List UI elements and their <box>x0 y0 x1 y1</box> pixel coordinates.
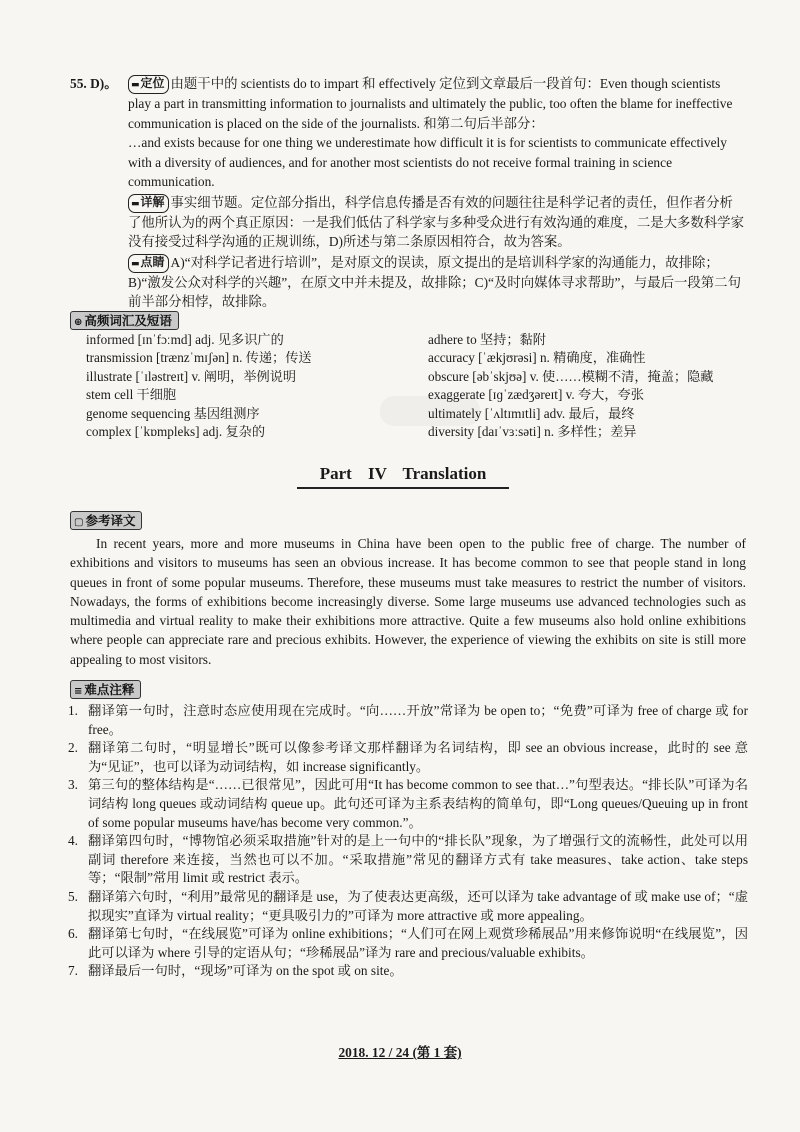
explain-paragraph <box>70 193 746 252</box>
tips-paragraph <box>70 253 746 312</box>
vocab-item: transmission [trænzˈmɪʃən] n. 传递；传送 <box>86 350 312 366</box>
tag-badge-icon: ▬ <box>131 258 140 269</box>
locate-tag: ▬定位 <box>128 75 169 94</box>
vocab-item: informed [ɪnˈfɔːmd] adj. 见多识广的 <box>86 332 284 347</box>
vocab-heading: ⊕ 高频词汇及短语 <box>70 311 179 330</box>
locate-text-2: …and exists because for one thing we underestimate how difficult it is for scientists to communicate effectively with a diversity of audiences, and for another most scientists do not receive formal training in science communication. <box>128 135 727 189</box>
scan-smudge <box>380 396 480 426</box>
explain-tag: ▬详解 <box>128 194 169 213</box>
question-55-analysis <box>70 74 746 312</box>
note-item: 6. 翻译第七句时，“在线展览”可译为 online exhibitions；“人们可在网上观赏珍稀展品”用来修饰说明“在线展览”，因此可以译为 where 引导的定语从句；“珍稀展品”译为 rare and precious/valuable exhibits。 <box>68 926 748 960</box>
vocab-item: ultimately [ˈʌltɪmɪtli] adv. 最后，最终 <box>428 405 635 421</box>
part-title: Part IV Translation <box>297 461 509 489</box>
translation-heading: ▢ 参考译文 <box>70 511 142 530</box>
vocab-item: illustrate [ˈɪləstreɪt] v. 阐明，举例说明 <box>86 368 297 384</box>
translation-text: In recent years, more and more museums in China have been open to the public free of charge. The number of exhibitions and visitors to museums has seen an obvious increase. It has become common to see that people stand in long queues in front of some popular museums. Therefore, these museums must take measures to restrict the number of visitors. Nowadays, the forms of exhibitions become increasingly diverse. Some large museums use advanced technologies such as multimedia and virtual reality to make their exhibitions more attractive. Quite a few museums also hold online exhibitions where people can appreciate rare and precious exhibits. However, the experience of viewing the exhibits on site is still more appealing to most visitors. <box>70 536 746 667</box>
tag-badge-icon: ▬ <box>131 80 140 90</box>
list-icon: ≡ <box>74 686 83 697</box>
notes-heading: ≡ 难点注释 <box>70 680 141 699</box>
vocab-item: obscure [əbˈskjʊə] v. 使……模糊不清，掩盖；隐藏 <box>428 368 714 384</box>
tips-text: A)“对科学记者进行培训”，是对原文的误读，原文提出的是培训科学家的沟通能力，故排除；B)“激发公众对科学的兴趣”，在原文中并未提及，故排除；C)“及时向媒体寻求帮助”，与最后一段第二句前半部分相悖，故排除。 <box>128 254 741 309</box>
vocab-list-right <box>428 331 748 441</box>
explain-text: 事实细节题。定位部分指出，科学信息传播是否有效的问题往往是科学记者的责任，但作者分析了他所认为的两个真正原因：一是我们低估了科学家与多种受众进行有效沟通的难度，二是大多数科学家没有接受过科学沟通的正规训练，D)所述与第二条原因相符合，故为答案。 <box>128 194 744 249</box>
question-number: 55. D)。 <box>70 76 118 91</box>
reference-translation <box>70 534 746 669</box>
square-icon: ▢ <box>74 517 84 528</box>
tips-tag: ▬点睛 <box>128 254 169 273</box>
locate-text-1: 由题干中的 scientists do to impart 和 effectively 定位到文章最后一段首句：Even though scientists play a part in transmitting information to journalists and ultimately the public, too often the blame for ineffective communication is placed on the side of the journalists. 和第二句后半部分： <box>128 76 733 131</box>
note-item: 4. 翻译第四句时，“博物馆必须采取措施”针对的是上一句中的“排长队”现象，为了增强行文的流畅性，此处可以用副词 therefore 来连接，当然也可以不加。“采取措施”常见的翻译方式有 take measures、take action、take steps 等；“限制”常用 limit 或 restrict 表示。 <box>68 833 748 886</box>
vocab-item: diversity [daɪˈvɜːsəti] n. 多样性；差异 <box>428 424 637 440</box>
vocab-item: complex [ˈkɒmpleks] adj. 复杂的 <box>86 424 266 440</box>
vocab-item: adhere to 坚持；黏附 <box>428 332 546 347</box>
tag-badge-icon: ▬ <box>131 198 140 209</box>
vocab-item: stem cell 干细胞 <box>86 387 177 403</box>
note-item: 7. 翻译最后一句时，“现场”可译为 on the spot 或 on site。 <box>68 963 403 979</box>
part-title-bar <box>297 461 509 489</box>
vocab-item: exaggerate [ɪɡˈzædʒəreɪt] v. 夸大，夸张 <box>428 387 644 403</box>
note-item: 5. 翻译第六句时，“利用”最常见的翻译是 use，为了使表达更高级，还可以译为 take advantage of 或 make use of；“虚拟现实”直译为 virtual reality；“更具吸引力的”可译为 more attractive 或 more appealing。 <box>68 888 748 923</box>
plus-circle-icon: ⊕ <box>74 317 83 328</box>
note-item: 3. 第三句的整体结构是“……已很常见”，因此可用“It has become common to see that…”句型表达。“排长队”可译为名词结构 long queues 或动词结构 queue up。此句还可译为主系表结构的简单句，即“Long queues/Queuing up in front of some popular museums have/has become very common.”。 <box>68 777 748 830</box>
vocab-item: accuracy [ˈækjʊrəsi] n. 精确度，准确性 <box>428 350 646 366</box>
vocab-list-left <box>86 331 416 441</box>
note-item: 2. 翻译第二句时，“明显增长”既可以像参考译文那样翻译为名词结构，即 see an obvious increase，此时的 see 意为“见证”，也可以译为动词结构，如 increase significantly。 <box>68 740 748 774</box>
note-item: 1. 翻译第一句时，注意时态应使用现在完成时。“向……开放”常译为 be open to；“免费”可译为 free of charge 或 for free。 <box>68 703 748 737</box>
difficulty-notes <box>68 702 748 981</box>
page-footer: 2018. 12 / 24 (第 1 套) <box>338 1045 462 1060</box>
vocab-item: genome sequencing 基因组测序 <box>86 405 260 421</box>
locate-paragraph <box>70 74 746 192</box>
